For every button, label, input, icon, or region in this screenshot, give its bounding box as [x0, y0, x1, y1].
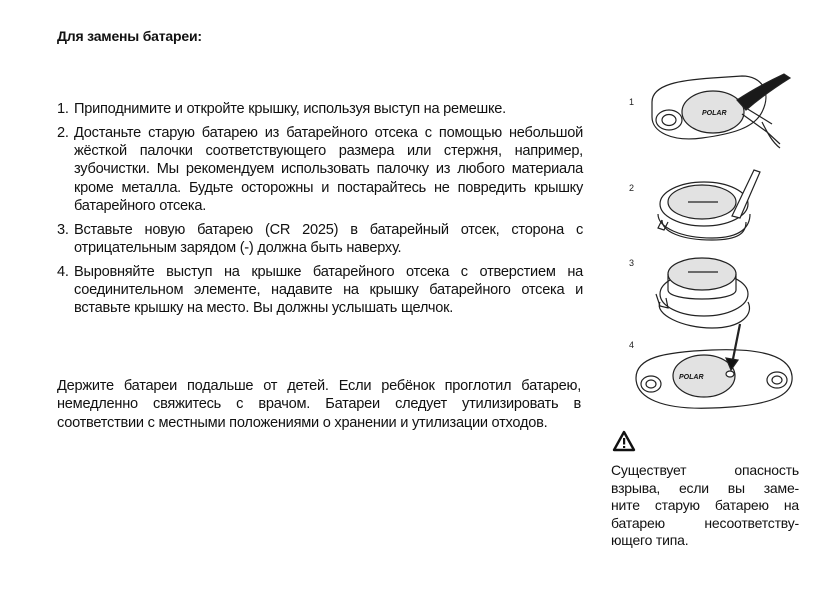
warning-triangle-icon: [612, 430, 636, 452]
step-item: [57, 263, 583, 318]
step-number: 3.: [57, 221, 69, 238]
figure-label-4: 4: [629, 340, 635, 350]
brand-logo-1: POLAR: [702, 110, 727, 117]
step-item: [57, 221, 583, 258]
figure-label-3: 3: [629, 258, 635, 268]
brand-logo-4: POLAR: [679, 374, 704, 381]
child-safety-warning: Держите батареи подальше от детей. Если ребёнок проглотил батарею, немедленно свяжитесь с врачом. Батареи следует утилизировать в соответствии с местными положениями о хранении и утилизации отходов.: [57, 378, 581, 431]
figure-label-1: 1: [629, 97, 635, 107]
note-line: ющего типа.: [611, 532, 689, 548]
step3-new-battery-drawing: [656, 258, 750, 328]
step-item: [57, 100, 583, 118]
step2-battery-removal-drawing: [658, 170, 760, 240]
explosion-risk-note: [611, 462, 799, 550]
step-number: 2.: [57, 124, 69, 141]
note-line: ните старую батарею на: [611, 497, 799, 513]
note-line: взрыва, если вы заме-: [611, 479, 799, 496]
step-number: 4.: [57, 263, 69, 280]
step-text: Выровняйте выступ на крышке батарейного отсека с отверстием на соединительном элементе, надавите на крышку батарейного отсека и вставьте крышку на место. Вы должны услышать щелчок.: [74, 263, 583, 317]
battery-replacement-illustration: [622, 62, 802, 432]
figure-label-2: 2: [629, 183, 635, 193]
step-text: Вставьте новую батарею (CR 2025) в батарейный отсек, сторона с отрицательным зарядом (-) должна быть наверху.: [74, 221, 583, 257]
step-number: 1.: [57, 101, 69, 117]
step-text: Достаньте старую батарею из батарейного отсека с помощью небольшой жёсткой палочки соответствующего размера или стержня, например, зубочистки. Мы рекомендуем использовать палочку из любого материала кроме металла. Будьте осторожны и постарайтесь не повредить крышку батарейного отсека.: [74, 124, 583, 214]
step4-closed-connector-drawing: [636, 324, 792, 408]
instruction-steps: [57, 100, 583, 323]
section-heading: Для замены батареи:: [57, 28, 202, 44]
step-text: Приподнимите и откройте крышку, используя выступ на ремешке.: [74, 101, 506, 117]
battery-steps-drawing: [622, 62, 802, 432]
note-line: Существует опасность: [611, 462, 799, 478]
step-item: [57, 124, 583, 215]
note-line: батарею несоответству-: [611, 514, 799, 531]
